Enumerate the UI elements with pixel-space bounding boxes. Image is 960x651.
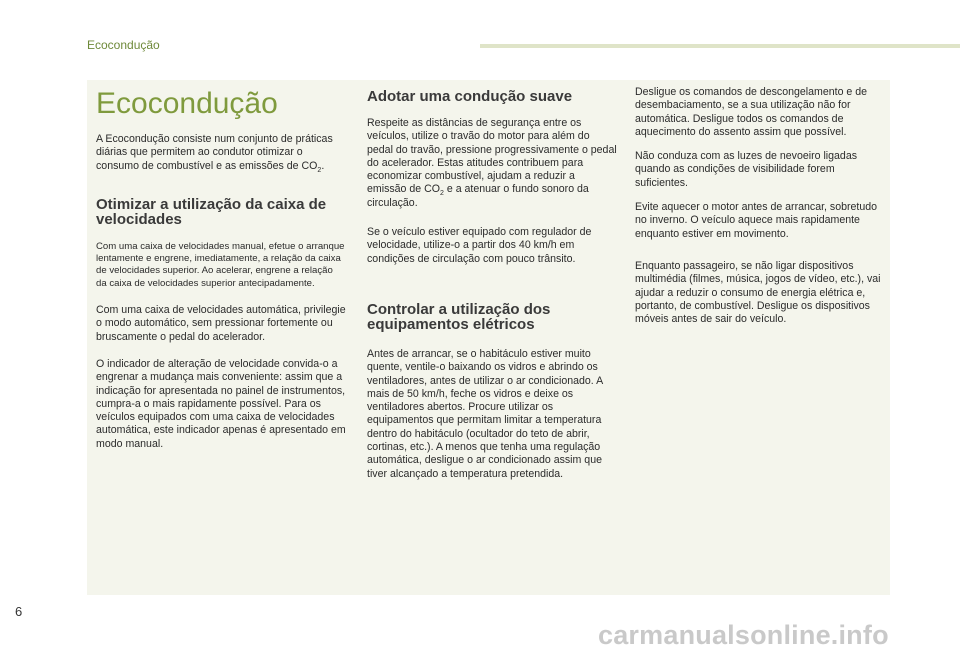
watermark: carmanualsonline.info	[598, 620, 889, 650]
gearbox-auto-text: Com uma caixa de velocidades automática, privilegie o modo automático, sem pressionar fortemente ou bruscamente o pedal do acelerador.	[96, 304, 346, 343]
intro-subscript: 2	[317, 166, 322, 174]
right-paragraph-4: Enquanto passageiro, se não ligar dispositivos multimédia (filmes, música, jogos de vídeo, etc.), vai ajudar a reduzir o consumo de energia elétrica e, portanto, de combustível. Desligue os dispositivos móveis antes de sair do veículo.	[635, 259, 881, 326]
gearbox-manual-text: Com uma caixa de velocidades manual, efetue o arranque lentamente e engrene, imediatamente, a relação da caixa de velocidades superior. Ao acelerar, engrene a relação da caixa de velocidades superior antecipadamente.	[96, 240, 345, 289]
intro-end: .	[321, 159, 325, 172]
equipment-heading: Controlar a utilização dos equipamentos elétricos	[367, 300, 551, 333]
smooth-paragraph-2: Se o veículo estiver equipado com regulador de velocidade, utilize-o a partir dos 40 km/h em condições de circulação com pouco trânsito.	[367, 226, 592, 265]
intro-text: A Ecocondução consiste num conjunto de práticas diárias que permitem ao condutor otimizar o consumo de combustível e as emissões de CO	[96, 133, 333, 172]
page-number: 6	[15, 604, 23, 619]
page-title: Ecocondução	[96, 87, 278, 120]
gearbox-heading: Otimizar a utilização da caixa de velocidades	[96, 195, 327, 228]
smooth-text-1-end: e a atenuar o fundo sonoro da circulação.	[367, 183, 589, 209]
column-middle	[367, 80, 617, 481]
right-paragraph-3: Evite aquecer o motor antes de arrancar, sobretudo no inverno. O veículo aquece mais rapidamente enquanto estiver em movimento.	[635, 201, 878, 240]
intro-paragraph	[96, 133, 346, 173]
right-paragraph-1: Desligue os comandos de descongelamento e de desembaciamento, se a sua utilização não for automática. Desligue todos os comandos de aquecimento do assento assim que possível.	[635, 86, 868, 138]
column-right	[635, 80, 885, 326]
gearbox-indicator-text: O indicador de alteração de velocidade convida-o a engrenar a mudança mais conveniente: assim que a indicação for apresentada no painel de instrumentos, cumpra-a o mais rapidamente possível. Para os veículos equipados com uma caixa de velocidades automática, este indicador apenas é apresentado em modo manual.	[96, 357, 346, 450]
smooth-heading: Adotar uma condução suave	[367, 88, 573, 105]
smooth-text-1: Respeite as distâncias de segurança entre os veículos, utilize o travão do motor para além do pedal do travão, pressione progressivamente o pedal do acelerador. Estas atitudes contribuem para economizar combustível, ajudam a reduzir a emissão de CO	[367, 117, 617, 196]
header-title: Ecocondução	[87, 38, 160, 52]
right-paragraph-2: Não conduza com as luzes de nevoeiro ligadas quando as condições de visibilidade forem suficientes.	[635, 150, 858, 189]
column-left	[96, 80, 346, 451]
equipment-paragraph: Antes de arrancar, se o habitáculo estiver muito quente, ventile-o baixando os vidros e abrindo os ventiladores, antes de utilizar o ar condicionado. A mais de 50 km/h, feche os vidros e deixe os ventiladores abertos. Procure utilizar os equipamentos que permitam limitar a temperatura dentro do habitáculo (ocultador do teto de abrir, cortinas, etc.). A menos que tenha uma regulação automática, desligue o ar condicionado assim que tiver alcançado a temperatura pretendida.	[367, 347, 603, 480]
content-panel	[87, 80, 890, 595]
header-bar	[480, 44, 960, 48]
smooth-subscript: 2	[440, 190, 444, 198]
smooth-paragraph-1	[367, 117, 617, 210]
